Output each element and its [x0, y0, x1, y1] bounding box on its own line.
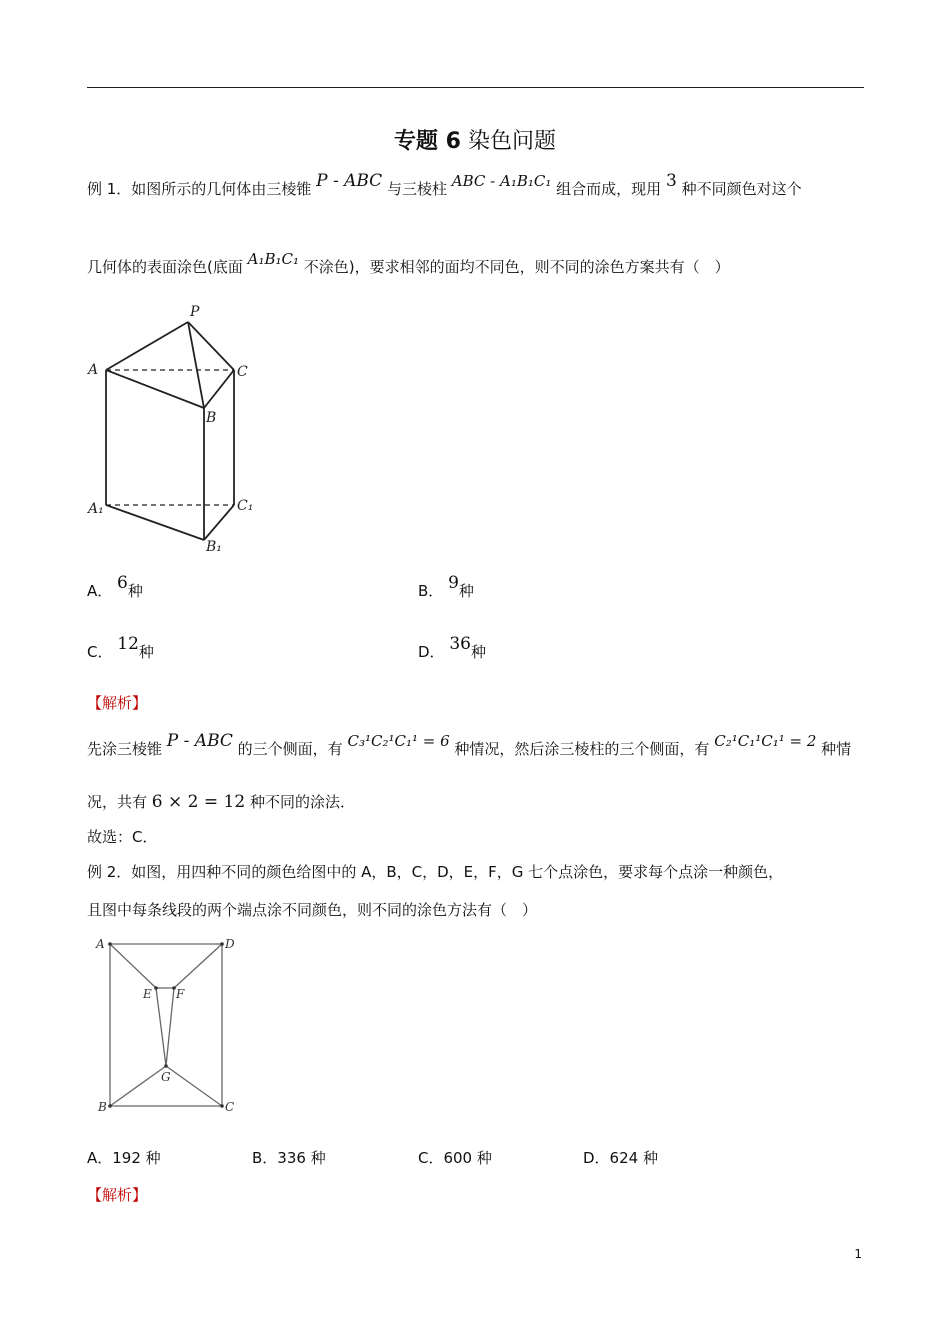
graph-figure: [92, 930, 242, 1120]
ex2-analysis-label: 【解析】: [87, 1186, 148, 1204]
label-A1: A₁: [88, 501, 104, 517]
ex1-solution-line2: 况，共有 6 × 2 = 12 种不同的涂法．: [87, 792, 355, 812]
example2-line2: 且图中每条线段的两个端点涂不同颜色，则不同的涂色方法有（ ）: [87, 901, 538, 919]
expr-pyramid: P - ABC: [316, 171, 383, 191]
label-B: B: [98, 1100, 107, 1114]
label-F: F: [176, 987, 185, 1001]
ex1-answer: 故选：C．: [87, 828, 158, 846]
label-E: E: [143, 987, 152, 1001]
label-A: A: [96, 937, 105, 951]
label-A: A: [88, 362, 99, 378]
label-C: C: [225, 1100, 235, 1114]
label-C: C: [237, 364, 248, 380]
ex1-solution-line1: 先涂三棱锥 P - ABC 的三个侧面，有 C₃¹C₂¹C₁¹ = 6 种情况，然后涂三棱柱的三个侧面，有 C₂¹C₁¹C₁¹ = 2 种情: [87, 731, 852, 758]
example1-line1: 例 1．如图所示的几何体由三棱锥 P - ABC 与三棱柱 ABC - A₁B₁C₁ 组合而成，现用 3 种不同颜色对这个: [87, 171, 802, 198]
label-G: G: [161, 1070, 171, 1084]
comb-expr-2: C₂¹C₁¹C₁¹ = 2: [714, 732, 817, 750]
ex2-option-c: C．600 种: [418, 1149, 492, 1167]
expr-prism: ABC - A₁B₁C₁: [451, 172, 552, 190]
example2-line1: 例 2．如图，用四种不同的颜色给图中的 A，B，C，D，E，F，G 七个点涂色，要求每个点涂一种颜色，: [87, 863, 784, 881]
ex1-option-d: D． 36种: [418, 634, 486, 661]
example1-line2: 几何体的表面涂色(底面 A₁B₁C₁ 不涂色)，要求相邻的面均不同色，则不同的涂色方案共有（ ）: [87, 250, 730, 276]
ex1-option-a: A． 6种: [87, 573, 143, 600]
page-number: 1: [854, 1247, 862, 1261]
label-D: D: [225, 937, 235, 951]
ex1-option-b: B． 9种: [418, 573, 474, 600]
comb-expr-1: C₃¹C₂¹C₁¹ = 6: [347, 732, 450, 750]
page-title: 专题 6 染色问题: [394, 129, 556, 154]
label-B1: B₁: [206, 539, 222, 555]
expr-base: A₁B₁C₁: [247, 250, 300, 268]
label-P: P: [190, 304, 200, 320]
ex1-option-c: C． 12种: [87, 634, 154, 661]
label-B: B: [206, 410, 217, 426]
header-rule: [87, 87, 864, 88]
ex2-option-b: B．336 种: [252, 1149, 326, 1167]
ex2-option-d: D．624 种: [583, 1149, 658, 1167]
ex2-option-a: A．192 种: [87, 1149, 161, 1167]
prism-pyramid-figure: [84, 300, 274, 560]
label-C1: C₁: [237, 498, 254, 514]
ex1-analysis-label: 【解析】: [87, 694, 148, 712]
